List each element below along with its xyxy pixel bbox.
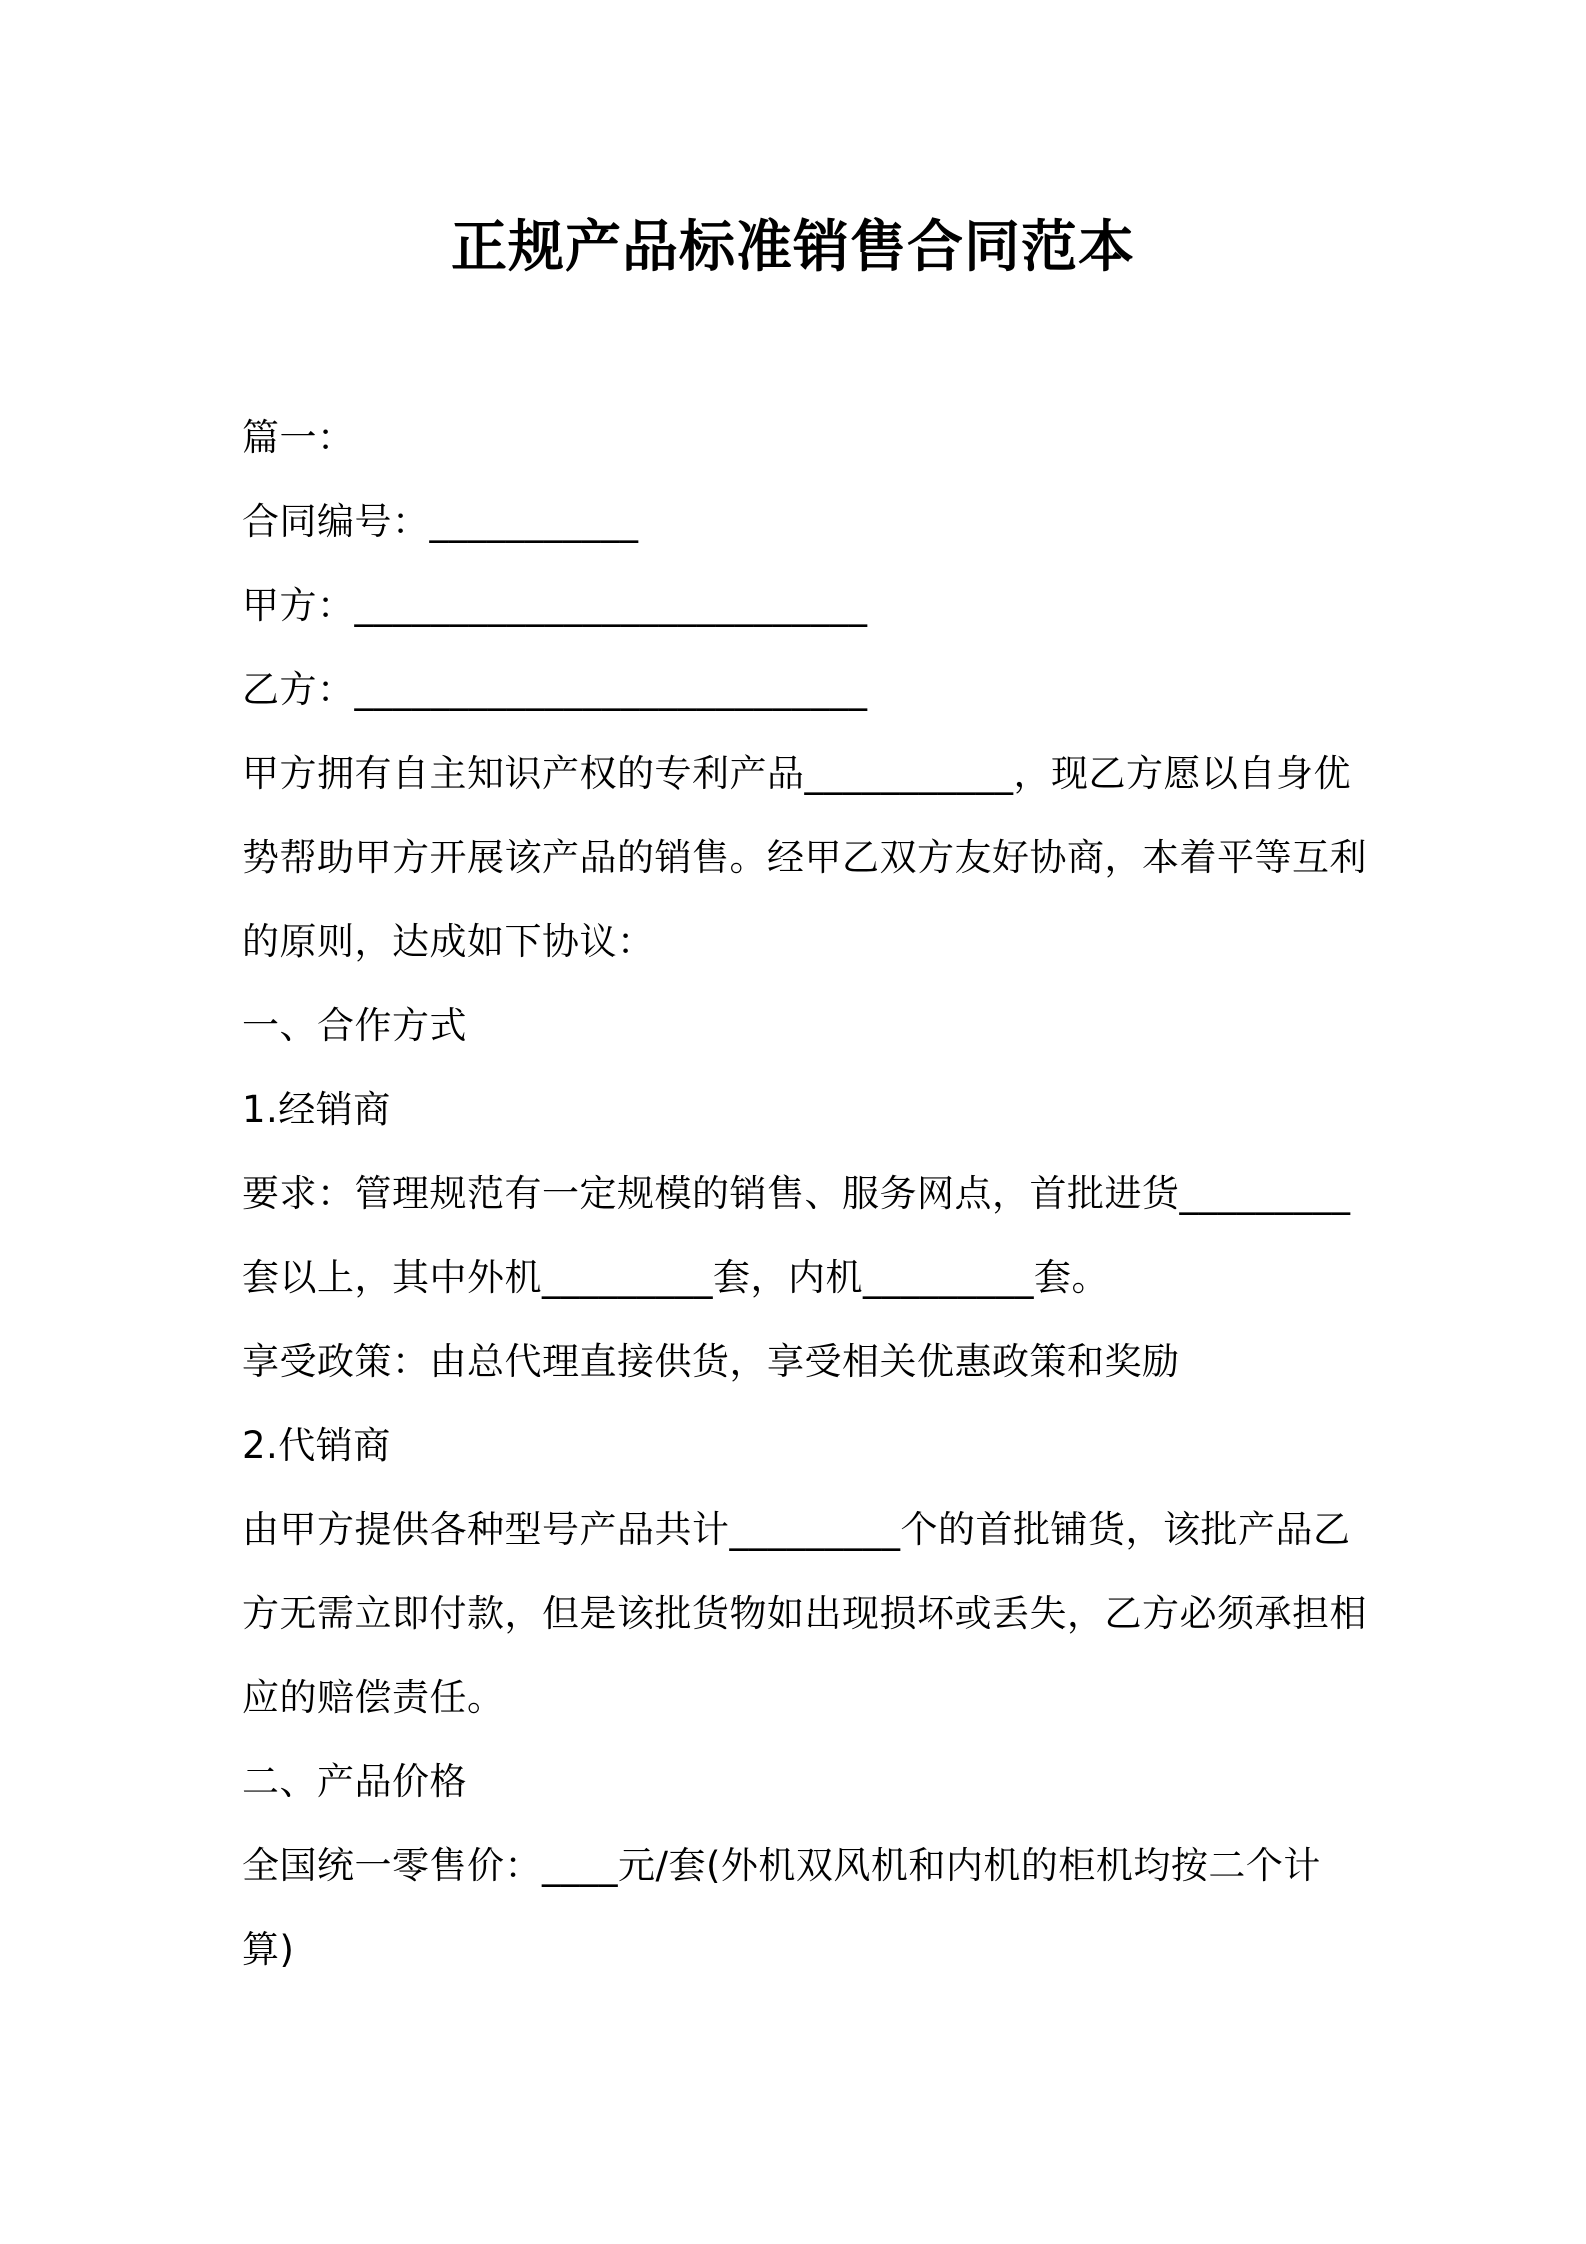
party-a-line: 甲方：___________________________ bbox=[242, 584, 868, 627]
paragraph-line: 的原则，达成如下协议： bbox=[242, 920, 655, 963]
paragraph-line: 算) bbox=[242, 1928, 295, 1971]
document-title: 正规产品标准销售合同范本 bbox=[451, 215, 1135, 280]
paragraph-line: 套以上，其中外机_________套，内机_________套。 bbox=[242, 1256, 1109, 1299]
paragraph-line: 由甲方提供各种型号产品共计_________个的首批铺货，该批产品乙 bbox=[242, 1508, 1351, 1551]
paragraph-line: 方无需立即付款，但是该批货物如出现损坏或丢失，乙方必须承担相 bbox=[242, 1592, 1367, 1635]
subheading-distributor: 1.经销商 bbox=[242, 1088, 391, 1131]
section-heading-price: 二、产品价格 bbox=[242, 1760, 467, 1803]
section-heading-cooperation: 一、合作方式 bbox=[242, 1004, 467, 1047]
paragraph-line: 甲方拥有自主知识产权的专利产品___________，现乙方愿以自身优 bbox=[242, 752, 1351, 795]
contract-number-line: 合同编号：___________ bbox=[242, 500, 639, 543]
section-label-part-one: 篇一： bbox=[242, 416, 355, 459]
party-b-line: 乙方：___________________________ bbox=[242, 668, 868, 711]
paragraph-line: 享受政策：由总代理直接供货，享受相关优惠政策和奖励 bbox=[242, 1340, 1180, 1383]
paragraph-line: 势帮助甲方开展该产品的销售。经甲乙双方友好协商，本着平等互利 bbox=[242, 836, 1367, 879]
paragraph-line: 全国统一零售价：____元/套(外机双风机和内机的柜机均按二个计 bbox=[242, 1844, 1321, 1887]
subheading-agent: 2.代销商 bbox=[242, 1424, 391, 1467]
paragraph-line: 要求：管理规范有一定规模的销售、服务网点，首批进货_________ bbox=[242, 1172, 1351, 1215]
paragraph-line: 应的赔偿责任。 bbox=[242, 1676, 505, 1719]
